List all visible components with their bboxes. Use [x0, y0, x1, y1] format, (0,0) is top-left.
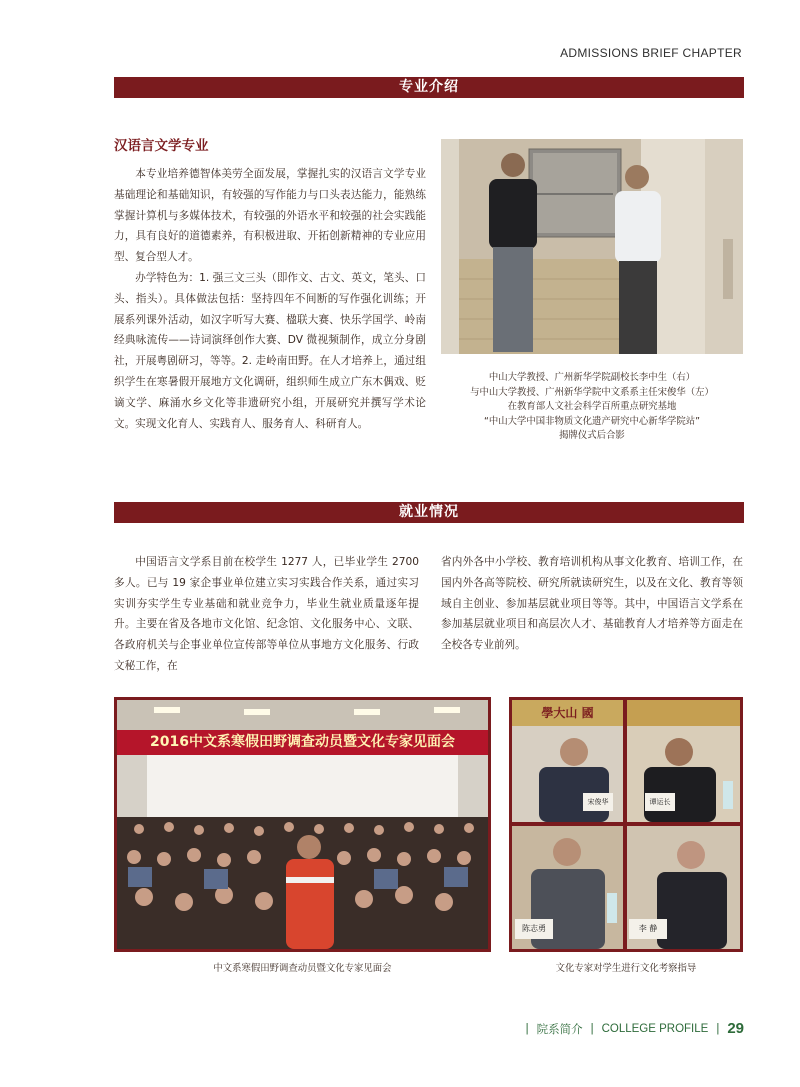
page-number: 29	[727, 1020, 744, 1037]
footer-divider: |	[525, 1022, 529, 1035]
section-banner-employment: 就业情况	[114, 502, 744, 523]
ceremony-caption	[441, 371, 743, 444]
experts-photo	[509, 697, 743, 952]
footer-section-en: COLLEGE PROFILE	[601, 1022, 709, 1035]
nameplate: 李 静	[638, 924, 658, 933]
employment-col2: 省内外各中小学校、教育培训机构从事文化教育、培训工作，在国内外各高等院校、研究所就读研究生，以及在文化、教育等领域自主创业、参加基层就业项目等等。其中，中国语言文学系在参加基层就业项目和高层次人才、基础教育人才培养等方面走在全校各专业前列。	[441, 556, 743, 652]
caption-line: 与中山大学教授、广州新华学院中文系系主任宋俊华（左）	[470, 386, 714, 398]
experts-backdrop-text: 學大山 國	[541, 706, 594, 720]
major-subtitle: 汉语言文学专业	[114, 138, 209, 154]
ceremony-photo	[441, 139, 743, 354]
employment-col1: 中国语言文学系目前在校学生 1277 人，已毕业学生 2700 多人。已与 19 家企事业单位建立实习实践合作关系，通过实习实训夯实学生专业基础和就业竞争力，毕业生就业质量逐年提升。主要在省及各地市文化馆、纪念馆、文化服务中心、文联、各政府机关与企事业单位宣传部等单位从事地方文化服务、行政文秘工作，在	[114, 556, 419, 672]
lecture-caption: 中文系寒假田野调查动员暨文化专家见面会	[213, 963, 392, 974]
footer-divider: |	[716, 1022, 720, 1035]
caption-line: 揭牌仪式后合影	[559, 430, 625, 441]
lecture-hall-photo	[114, 697, 491, 952]
features-paragraph: 办学特色为：1. 强三文三头（即作文、古文、英文，笔头、口头、指头）。具体做法包括：坚持四年不间断的写作强化训练；开展系列课外活动，如汉字听写大赛、楹联大赛、快乐学国学、岭南经典咏流传——诗词演绎创作大赛、DV 微视频制作，成立分身剧社，开展粤剧研习，等等。2. 走岭南田野。在人才培养上，通过组织学生在寒暑假开展地方文化调研，组织师生成立广东木偶戏、贬谪文学、麻涌水乡文化等非遗研究小组，开展研究并撰写学术论文。实现文化育人、实践育人、服务育人、科研育人。	[114, 272, 426, 430]
caption-line: 在教育部人文社会科学百所重点研究基地	[507, 401, 677, 412]
lecture-banner-text: 2016中文系寒假田野调查动员暨文化专家见面会	[150, 734, 455, 750]
caption-line: 中山大学教授、广州新华学院副校长李中生（右）	[488, 372, 696, 383]
footer-divider: |	[590, 1022, 594, 1035]
section-banner-major-intro: 专业介绍	[114, 77, 744, 98]
experts-caption: 文化专家对学生进行文化考察指导	[555, 963, 697, 974]
footer-section-cn: 院系简介	[536, 1023, 583, 1036]
page-footer	[526, 1020, 744, 1037]
intro-paragraph: 本专业培养德智体美劳全面发展，掌握扎实的汉语言文学专业基础理论和基础知识，有较强的写作能力与口头表达能力，能熟练掌握计算机与多媒体技术，有较强的外语水平和较强的社会实践能力，具有良好的道德素养，有积极进取、开拓创新精神的专业应用型、复合型人才。	[114, 168, 426, 264]
nameplate: 陈志勇	[522, 924, 546, 933]
caption-line: “中山大学中国非物质文化遗产研究中心新华学院站”	[484, 415, 700, 427]
nameplate: 宋俊华	[587, 798, 609, 806]
chapter-header: ADMISSIONS BRIEF CHAPTER	[560, 46, 742, 60]
nameplate: 谭运长	[649, 798, 671, 806]
